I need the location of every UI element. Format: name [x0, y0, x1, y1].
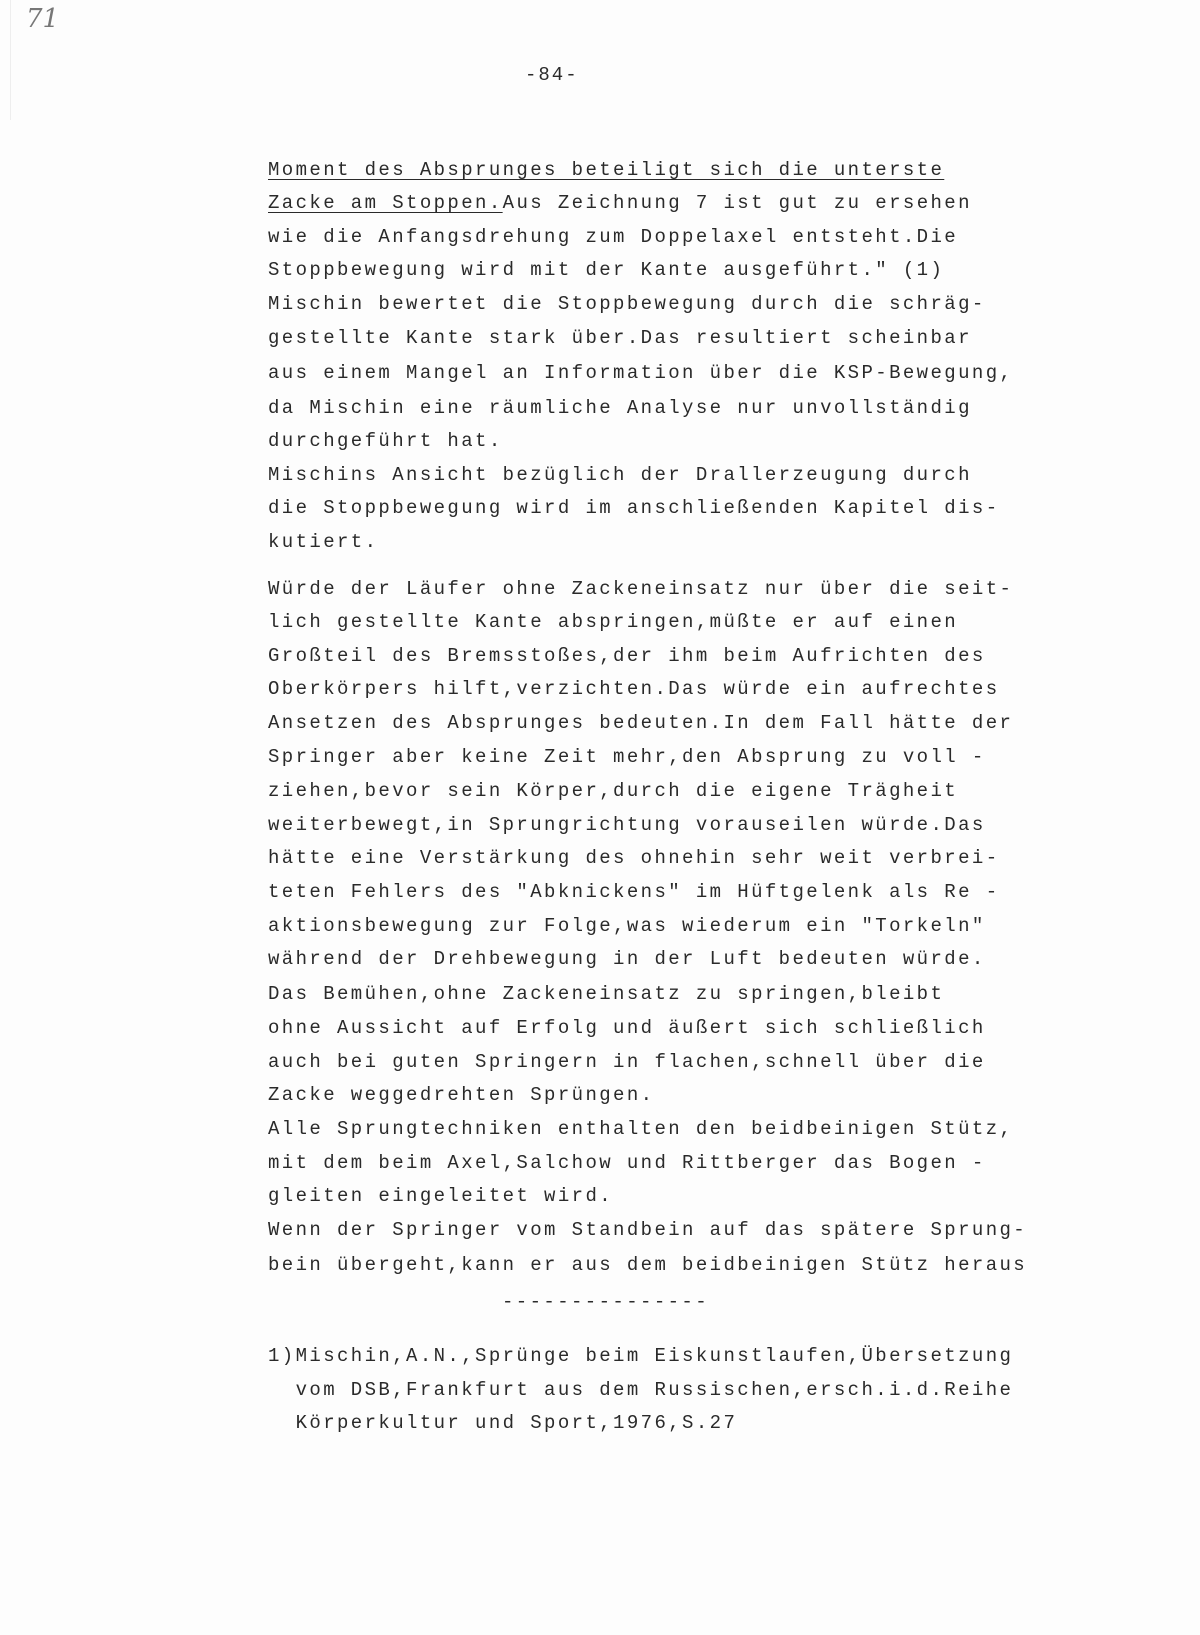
text-line	[268, 1253, 1027, 1277]
text-segment: während der Drehbewegung in der Luft bedeuten würde.	[268, 948, 986, 970]
footnote-line: 1)Mischin,A.N.,Sprünge beim Eiskunstlaufen,Übersetzung	[268, 1345, 1014, 1367]
text-segment: teten Fehlers des "Abknickens" im Hüftgelenk als Re -	[268, 881, 1000, 903]
text-line	[268, 1151, 986, 1175]
text-segment: Alle Sprungtechniken enthalten den beidbeinigen Stütz,	[268, 1118, 1014, 1140]
text-line	[268, 1050, 986, 1074]
text-segment: Mischins Ansicht bezüglich der Drallerzeugung durch	[268, 464, 972, 486]
text-segment: Großteil des Bremsstoßes,der ihm beim Aufrichten des	[268, 645, 986, 667]
text-segment: da Mischin eine räumliche Analyse nur unvollständig	[268, 397, 972, 419]
text-line	[268, 677, 1000, 701]
text-segment: wie die Anfangsdrehung zum Doppelaxel entsteht.Die	[268, 226, 959, 248]
footnote-separator: ---------------	[502, 1291, 710, 1313]
text-line	[268, 429, 503, 453]
text-segment: ohne Aussicht auf Erfolg und äußert sich schließlich	[268, 1017, 986, 1039]
text-line	[268, 982, 944, 1006]
underlined-text: Moment des Absprunges beteiligt sich die unterste	[268, 159, 945, 181]
text-segment: Oberkörpers hilft,verzichten.Das würde ein aufrechtes	[268, 678, 1000, 700]
text-line	[268, 225, 958, 249]
text-line	[268, 1184, 613, 1208]
text-segment: Mischin bewertet die Stoppbewegung durch die schräg-	[268, 293, 986, 315]
text-line	[268, 258, 944, 282]
text-segment: Wenn der Springer vom Standbein auf das spätere Sprung-	[268, 1219, 1028, 1241]
text-segment: aktionsbewegung zur Folge,was wiederum ein "Torkeln"	[268, 915, 986, 937]
text-line	[268, 292, 986, 316]
text-segment: gestellte Kante stark über.Das resultiert scheinbar	[268, 327, 972, 349]
text-segment: Springer aber keine Zeit mehr,den Absprung zu voll -	[268, 746, 986, 768]
text-segment: Zacke weggedrehten Sprüngen.	[268, 1084, 655, 1106]
text-line	[268, 496, 1000, 520]
text-line	[268, 158, 944, 182]
text-segment: Das Bemühen,ohne Zackeneinsatz zu springen,bleibt	[268, 983, 945, 1005]
text-line	[268, 1117, 1013, 1141]
text-segment: Aus Zeichnung 7 ist gut zu ersehen	[502, 192, 972, 214]
text-line	[268, 914, 986, 938]
text-line	[268, 361, 1013, 385]
text-segment: Ansetzen des Absprunges bedeuten.In dem Fall hätte der	[268, 712, 1014, 734]
text-segment: gleiten eingeleitet wird.	[268, 1185, 614, 1207]
text-line	[268, 813, 986, 837]
text-segment: ziehen,bevor sein Körper,durch die eigene Trägheit	[268, 780, 959, 802]
text-segment: weiterbewegt,in Sprungrichtung vorauseilen würde.Das	[268, 814, 986, 836]
text-segment: aus einem Mangel an Information über die KSP-Bewegung,	[268, 362, 1014, 384]
text-segment: lich gestellte Kante abspringen,müßte er auf einen	[268, 611, 959, 633]
text-line	[268, 711, 1013, 735]
footnote-line: Körperkultur und Sport,1976,S.27	[268, 1412, 738, 1434]
text-line	[268, 610, 958, 634]
text-line	[268, 577, 1013, 601]
text-segment: die Stoppbewegung wird im anschließenden Kapitel dis-	[268, 497, 1000, 519]
text-segment: kutiert.	[268, 531, 379, 553]
text-segment: Stoppbewegung wird mit der Kante ausgeführt." (1)	[268, 259, 945, 281]
text-segment: durchgeführt hat.	[268, 430, 503, 452]
underlined-text: Zacke am Stoppen.	[268, 192, 503, 214]
text-line	[268, 1218, 1027, 1242]
text-line	[268, 530, 378, 554]
text-line	[268, 326, 972, 350]
text-line	[268, 1016, 986, 1040]
text-line	[268, 1083, 654, 1107]
text-line	[268, 396, 972, 420]
text-line	[268, 745, 986, 769]
page-number: -84-	[525, 64, 579, 86]
scan-edge	[10, 0, 11, 120]
text-line	[268, 644, 986, 668]
text-segment: auch bei guten Springern in flachen,schnell über die	[268, 1051, 986, 1073]
handwritten-number: 71	[26, 4, 60, 34]
text-segment: bein übergeht,kann er aus dem beidbeinigen Stütz heraus	[268, 1254, 1028, 1276]
text-line	[268, 846, 1000, 870]
text-segment: Würde der Läufer ohne Zackeneinsatz nur über die seit-	[268, 578, 1014, 600]
text-line	[268, 947, 986, 971]
text-segment: mit dem beim Axel,Salchow und Rittberger das Bogen -	[268, 1152, 986, 1174]
text-line	[268, 880, 1000, 904]
text-segment: hätte eine Verstärkung des ohnehin sehr weit verbrei-	[268, 847, 1000, 869]
text-line	[268, 463, 972, 487]
text-line	[268, 191, 972, 215]
text-line	[268, 779, 958, 803]
footnote-line: vom DSB,Frankfurt aus dem Russischen,ersch.i.d.Reihe	[268, 1379, 1014, 1401]
